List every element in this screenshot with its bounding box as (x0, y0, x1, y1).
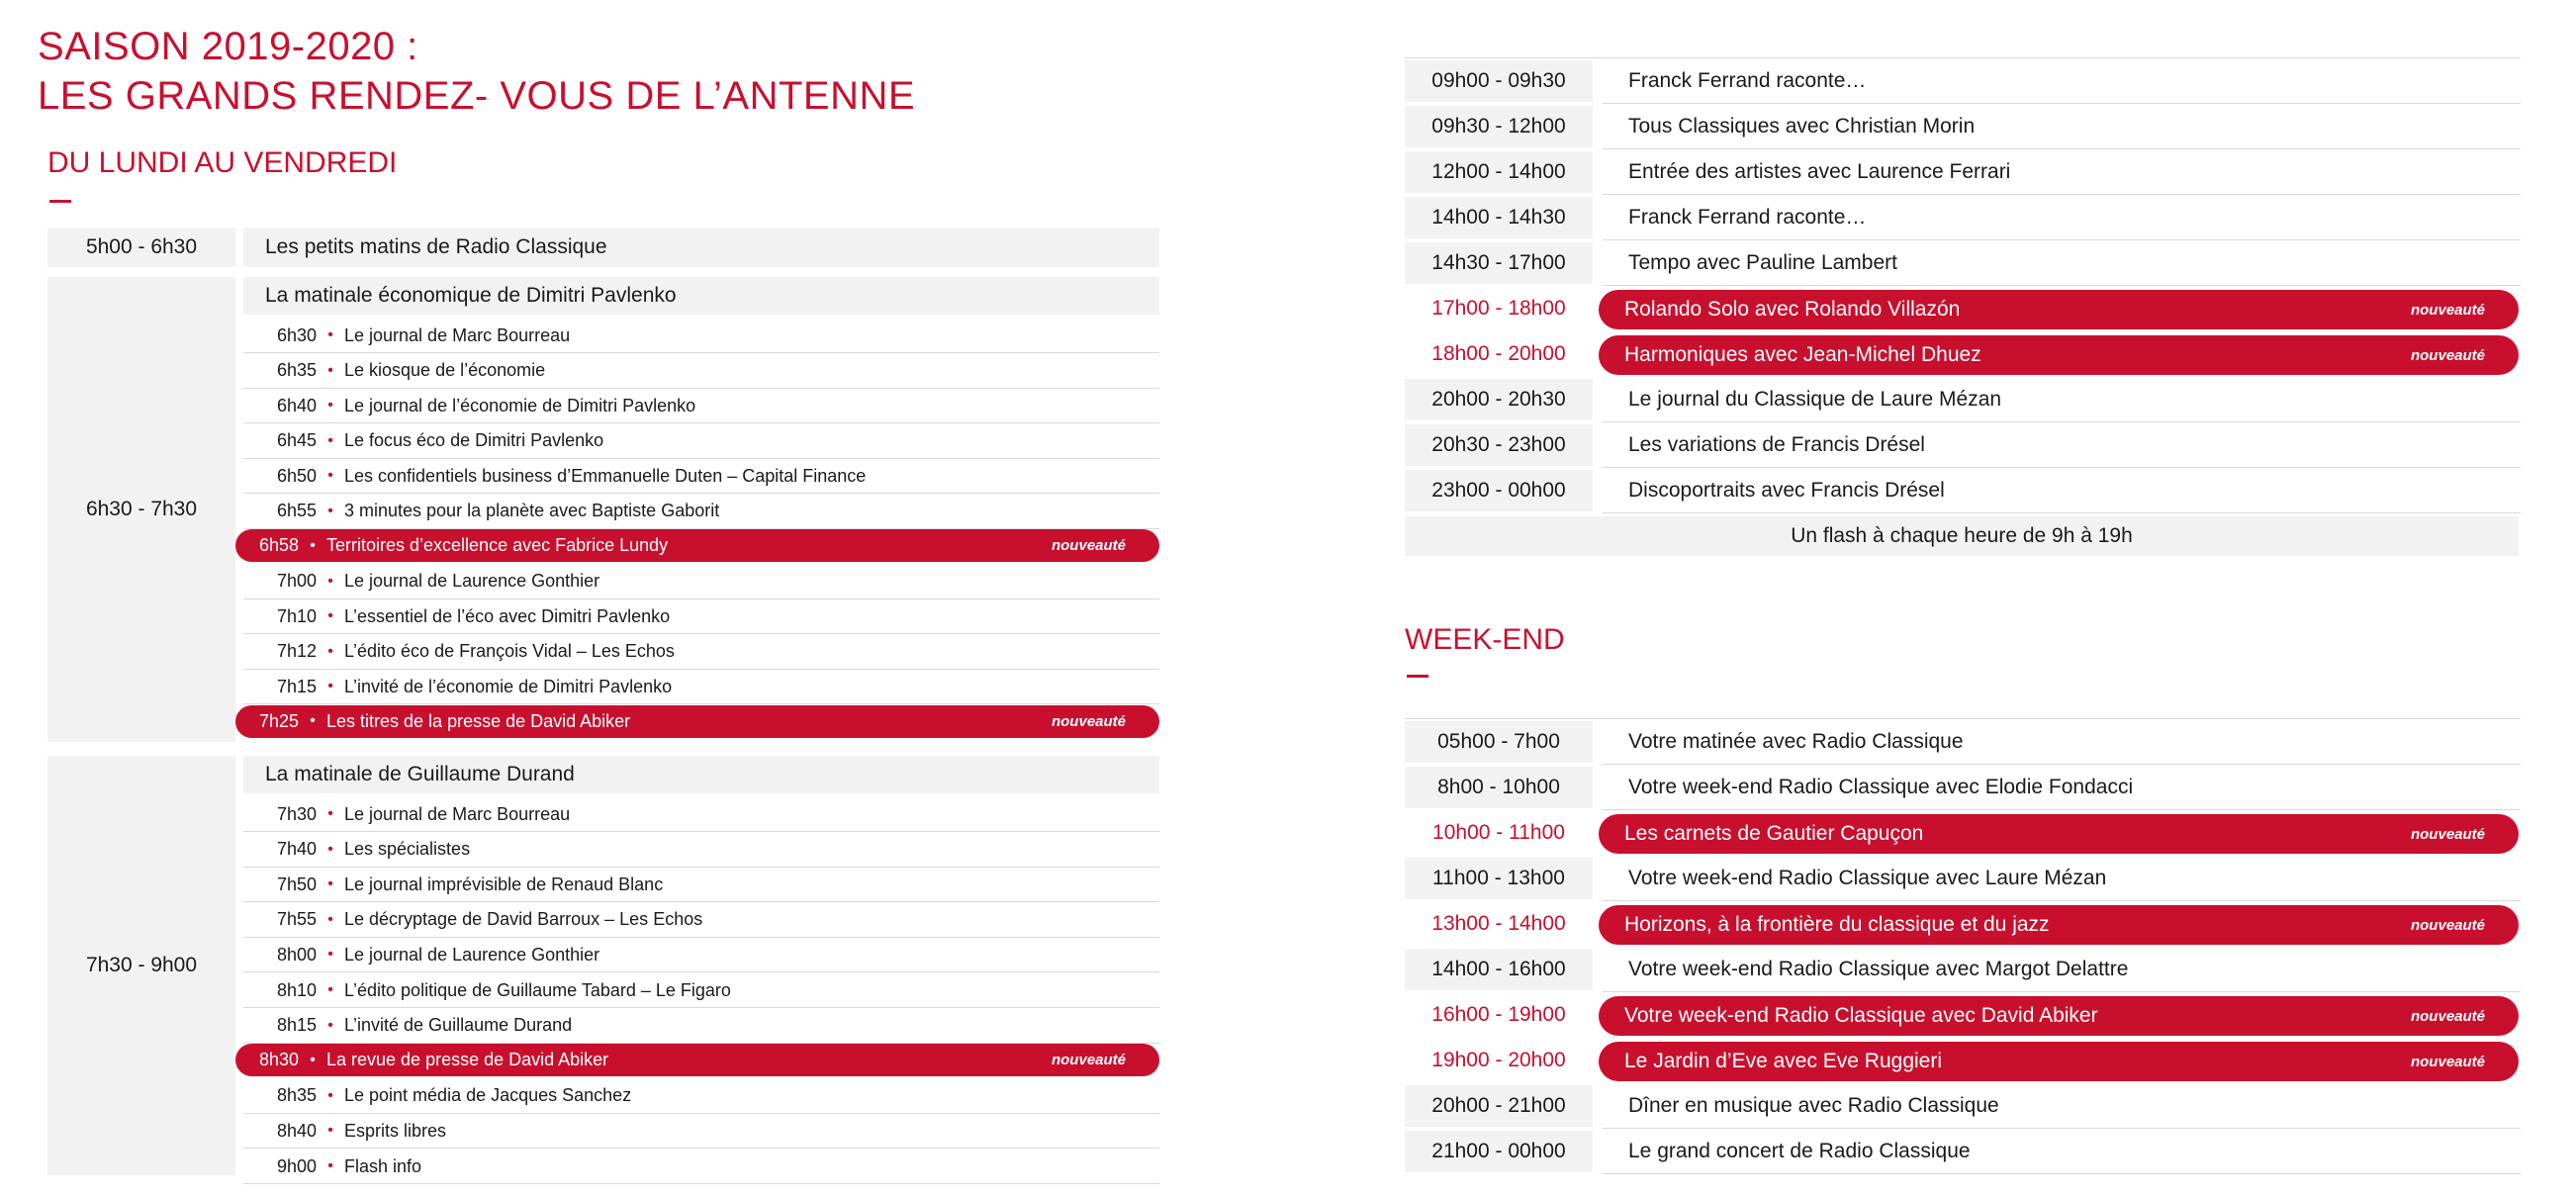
segment-row (243, 319, 1159, 353)
slot-row (1603, 720, 2521, 765)
slot-title: Entrée des artistes avec Laurence Ferrari (1628, 160, 2011, 183)
segment-row (243, 389, 1159, 423)
new-badge: nouveauté (1051, 712, 1126, 730)
segment-row (243, 903, 1159, 938)
bullet-icon: • (327, 805, 333, 822)
block3-program: La matinale de Guillaume Durand (243, 756, 1159, 793)
slot-time: 12h00 - 14h00 (1405, 151, 1593, 193)
segment-row (235, 1044, 1159, 1076)
slot-title: Le journal du Classique de Laure Mézan (1628, 388, 2002, 411)
segment-row (243, 459, 1159, 494)
slot-row (1603, 241, 2521, 286)
new-badge: nouveauté (1051, 537, 1126, 554)
segment-row (243, 1079, 1159, 1114)
segment-title: Flash info (344, 1155, 422, 1176)
flash-info-note: Un flash à chaque heure de 9h à 19h (1405, 516, 2519, 556)
bullet-icon: • (327, 397, 333, 414)
bullet-icon: • (327, 1122, 333, 1140)
block1-time: 5h00 - 6h30 (47, 228, 235, 267)
slot-row (1599, 335, 2519, 375)
segment-title: L’invité de l’économie de Dimitri Pavlenko (344, 676, 673, 696)
slot-title: Le Jardin d’Eve avec Eve Ruggieri (1624, 1050, 1943, 1072)
page-title (38, 22, 915, 121)
slot-title: Tous Classiques avec Christian Morin (1628, 115, 1976, 138)
slot-title: Votre week-end Radio Classique avec Laure Mézan (1628, 867, 2107, 889)
segment-time: 7h15 (276, 676, 317, 696)
slot-row (1603, 857, 2521, 901)
slot-title: Franck Ferrand raconte… (1628, 206, 1867, 229)
bullet-icon: • (327, 642, 333, 660)
segment-row (243, 565, 1159, 599)
segment-title: L’invité de Guillaume Durand (344, 1015, 573, 1036)
weekday-heading-dash (49, 200, 71, 203)
slot-row (1603, 1084, 2521, 1129)
new-badge: nouveauté (1051, 1052, 1126, 1069)
segment-title: Le focus éco de Dimitri Pavlenko (344, 430, 604, 450)
bullet-icon: • (327, 1157, 333, 1174)
segment-row (243, 424, 1159, 459)
segment-time: 7h25 (258, 710, 299, 731)
bullet-icon: • (327, 981, 333, 998)
slot-row (1599, 996, 2519, 1036)
slot-time: 16h00 - 19h00 (1431, 1003, 1566, 1026)
segment-title: L’édito politique de Guillaume Tabard – Le Figaro (344, 979, 731, 1000)
segment-time: 7h10 (276, 605, 317, 626)
segment-title: Le journal imprévisible de Renaud Blanc (344, 874, 664, 894)
segment-time: 7h40 (276, 839, 317, 860)
segment-title: 3 minutes pour la planète avec Baptiste Gaborit (344, 501, 720, 520)
slot-row (1603, 196, 2521, 240)
slot-time: 20h30 - 23h00 (1405, 424, 1593, 466)
new-badge: nouveauté (2410, 825, 2485, 843)
slot-row (1603, 948, 2521, 992)
segment-row (243, 1114, 1159, 1149)
segment-title: Les confidentiels business d’Emmanuelle Duten – Capital Finance (344, 465, 867, 486)
bullet-icon: • (327, 326, 333, 343)
new-badge: nouveauté (2410, 916, 2485, 934)
slot-time: 20h00 - 20h30 (1405, 379, 1593, 420)
slot-title: Votre week-end Radio Classique avec David Abiker (1624, 1004, 2098, 1027)
segment-time: 6h40 (276, 395, 317, 415)
segment-time: 7h12 (276, 641, 317, 661)
new-badge: nouveauté (2410, 1007, 2485, 1025)
block3-time: 7h30 - 9h00 (47, 756, 235, 1175)
slot-row (1603, 105, 2521, 149)
slot-row (1603, 59, 2521, 104)
weekend-heading: WEEK-END (1405, 623, 1565, 656)
segment-time: 6h55 (276, 501, 317, 520)
slot-time: 13h00 - 14h00 (1431, 912, 1566, 935)
segment-row (243, 1009, 1159, 1044)
slot-title: Le grand concert de Radio Classique (1628, 1140, 1971, 1162)
slot-time: 14h30 - 17h00 (1405, 242, 1593, 284)
bullet-icon: • (310, 536, 316, 554)
slot-row (1603, 378, 2521, 422)
slot-time: 14h00 - 16h00 (1405, 949, 1593, 990)
slot-title: Franck Ferrand raconte… (1628, 69, 1867, 92)
slot-title: Harmoniques avec Jean-Michel Dhuez (1624, 343, 1981, 366)
slot-title: Les carnets de Gautier Capuçon (1624, 822, 1924, 845)
segment-title: L’essentiel de l’éco avec Dimitri Pavlenko (344, 605, 671, 626)
slot-time: 20h00 - 21h00 (1405, 1085, 1593, 1127)
slot-row (1603, 469, 2521, 513)
slot-time: 18h00 - 20h00 (1431, 342, 1566, 365)
bullet-icon: • (327, 572, 333, 590)
new-badge: nouveauté (2410, 346, 2485, 364)
new-badge: nouveauté (2410, 301, 2485, 319)
segment-title: Le décryptage de David Barroux – Les Echos (344, 909, 703, 930)
segment-title: Territoires d’excellence avec Fabrice Lundy (326, 535, 669, 555)
segment-title: L’édito éco de François Vidal – Les Echos (344, 641, 675, 661)
slot-row (1599, 290, 2519, 329)
segment-title: Le journal de Laurence Gonthier (344, 944, 600, 965)
bullet-icon: • (327, 678, 333, 694)
slot-title: Dîner en musique avec Radio Classique (1628, 1094, 1999, 1117)
segment-time: 7h55 (276, 909, 317, 930)
slot-time: 21h00 - 00h00 (1405, 1131, 1593, 1172)
slot-title: Les variations de Francis Drésel (1628, 433, 1925, 456)
segment-time: 7h30 (276, 803, 317, 824)
segment-title: Le journal de Laurence Gonthier (344, 571, 600, 591)
weekend-top-rule (1405, 718, 2521, 719)
slot-title: Votre matinée avec Radio Classique (1628, 730, 1964, 753)
slot-row (1599, 905, 2519, 945)
segment-row (243, 599, 1159, 634)
segment-time: 8h10 (276, 979, 317, 1000)
new-badge: nouveauté (2410, 1053, 2485, 1070)
bullet-icon: • (327, 607, 333, 624)
segment-time: 8h15 (276, 1015, 317, 1036)
segment-time: 6h45 (276, 430, 317, 450)
segment-time: 8h40 (276, 1120, 317, 1141)
slot-title: Rolando Solo avec Rolando Villazón (1624, 298, 1961, 321)
slot-time: 05h00 - 7h00 (1405, 721, 1593, 763)
block1-program: Les petits matins de Radio Classique (243, 228, 1159, 267)
segment-time: 6h58 (258, 535, 299, 555)
slot-row (1603, 766, 2521, 810)
slot-time: 17h00 - 18h00 (1431, 297, 1566, 320)
slot-title: Discoportraits avec Francis Drésel (1628, 479, 1945, 502)
slot-time: 8h00 - 10h00 (1405, 767, 1593, 808)
slot-title: Horizons, à la frontière du classique et du jazz (1624, 913, 2050, 936)
slot-time: 10h00 - 11h00 (1432, 821, 1565, 844)
bullet-icon: • (310, 1051, 316, 1068)
slot-time: 11h00 - 13h00 (1405, 858, 1593, 899)
segment-row (243, 635, 1159, 670)
bullet-icon: • (327, 840, 333, 858)
segment-title: Les titres de la presse de David Abiker (326, 710, 631, 731)
segment-time: 7h50 (276, 874, 317, 894)
segment-time: 6h35 (276, 360, 317, 380)
segment-title: Le journal de l’économie de Dimitri Pavlenko (344, 395, 696, 415)
segment-row (243, 833, 1159, 868)
slot-time: 09h30 - 12h00 (1405, 106, 1593, 147)
title-line-1: SAISON 2019-2020 : (38, 25, 418, 68)
segment-row (235, 705, 1159, 738)
slot-row (1599, 814, 2519, 854)
bullet-icon: • (327, 875, 333, 893)
segment-row (235, 529, 1159, 562)
segment-title: Le point média de Jacques Sanchez (344, 1085, 632, 1106)
segment-title: Le kiosque de l’économie (344, 360, 546, 380)
slot-title: Tempo avec Pauline Lambert (1628, 251, 1897, 274)
segment-row (243, 495, 1159, 529)
bullet-icon: • (327, 361, 333, 379)
segment-title: Le journal de Marc Bourreau (344, 324, 571, 345)
slot-time: 23h00 - 00h00 (1405, 470, 1593, 511)
segment-time: 8h00 (276, 944, 317, 965)
segment-time: 7h00 (276, 571, 317, 591)
segment-row (243, 354, 1159, 389)
bullet-icon: • (327, 910, 333, 928)
segment-title: Le journal de Marc Bourreau (344, 803, 571, 824)
block2-program: La matinale économique de Dimitri Pavlenko (243, 277, 1159, 315)
segment-row (243, 670, 1159, 704)
slot-row (1603, 1130, 2521, 1174)
segment-row (243, 973, 1159, 1008)
segment-row (243, 938, 1159, 972)
bullet-icon: • (327, 1086, 333, 1104)
bullet-icon: • (327, 467, 333, 484)
weekday-heading: DU LUNDI AU VENDREDI (47, 146, 398, 179)
bullet-icon: • (327, 431, 333, 449)
segment-title: Esprits libres (344, 1120, 447, 1141)
segment-time: 8h35 (276, 1085, 317, 1106)
slot-title: Votre week-end Radio Classique avec Margot Delattre (1628, 958, 2129, 980)
slot-row (1603, 423, 2521, 468)
day-top-rule (1405, 57, 2521, 58)
slot-row (1599, 1042, 2519, 1081)
segment-time: 6h50 (276, 465, 317, 486)
segment-row (243, 797, 1159, 832)
slot-row (1603, 150, 2521, 195)
bullet-icon: • (327, 502, 333, 519)
slot-time: 09h00 - 09h30 (1405, 60, 1593, 102)
bullet-icon: • (327, 946, 333, 964)
block2-time: 6h30 - 7h30 (47, 277, 235, 742)
segment-time: 8h30 (258, 1050, 299, 1070)
slot-title: Votre week-end Radio Classique avec Elodie Fondacci (1628, 776, 2134, 798)
weekend-heading-dash (1407, 675, 1428, 678)
slot-time: 19h00 - 20h00 (1431, 1049, 1566, 1071)
segment-time: 6h30 (276, 324, 317, 345)
segment-row (243, 1150, 1159, 1184)
bullet-icon: • (310, 712, 316, 729)
segment-row (243, 868, 1159, 902)
segment-title: Les spécialistes (344, 839, 471, 860)
segment-title: La revue de presse de David Abiker (326, 1050, 609, 1070)
slot-time: 14h00 - 14h30 (1405, 197, 1593, 238)
segment-time: 9h00 (276, 1155, 317, 1176)
title-line-2: LES GRANDS RENDEZ- VOUS DE L’ANTENNE (38, 74, 916, 118)
bullet-icon: • (327, 1016, 333, 1034)
